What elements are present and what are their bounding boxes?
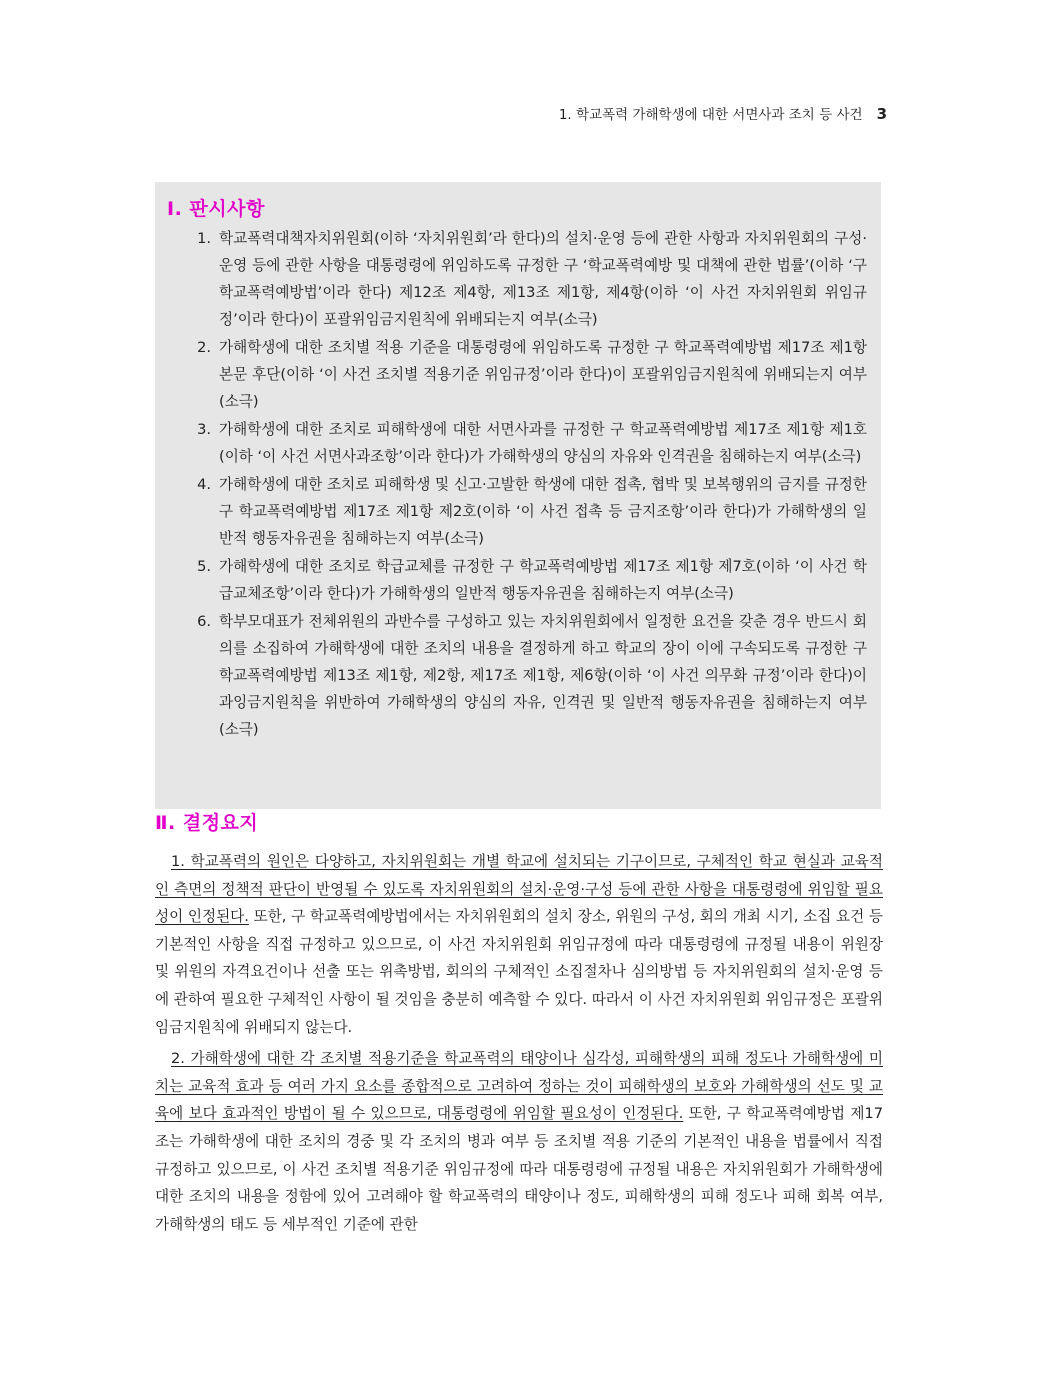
gist-underlined-text: 2. 가해학생에 대한 각 조치별 적용기준을 학교폭력의 태양이나 심각성, 피해학생의 피해 정도나 가해학생에 미치는 교육적 효과 등 여러 가지 요소를 종합적으로 고려하여 정하는 것이 피해학생의 보호와 가해학생의 선도 및 교육에 보다 효과적인 방법이 될 수 있으므로, 대통령령에 위임할 필요성이 인정된다.	[155, 1050, 883, 1123]
holding-number: 2.	[197, 339, 211, 356]
running-title: 1. 학교폭력 가해학생에 대한 서면사과 조치 등 사건	[558, 107, 863, 123]
holding-number: 5.	[197, 558, 211, 575]
holding-item	[155, 608, 867, 743]
holding-text: 가해학생에 대한 조치로 학급교체를 규정한 구 학교폭력예방법 제17조 제1항 제7호(이하 ‘이 사건 학급교체조항’이라 한다)가 가해학생의 일반적 행동자유권을 침해하는지 여부(소극)	[219, 558, 867, 602]
holding-text: 가해학생에 대한 조치로 피해학생 및 신고·고발한 학생에 대한 접촉, 협박 및 보복행위의 금지를 규정한 구 학교폭력예방법 제17조 제1항 제2호(이하 ‘이 사건 접촉 등 금지조항’이라 한다)가 가해학생의 일반적 행동자유권을 침해하는지 여부(소극)	[219, 476, 867, 547]
holding-item	[155, 225, 867, 333]
gist-paragraph	[155, 848, 883, 1041]
holding-item	[155, 553, 867, 607]
holding-item	[155, 334, 867, 415]
holding-number: 4.	[197, 476, 211, 493]
holding-text: 학부모대표가 전체위원의 과반수를 구성하고 있는 자치위원회에서 일정한 요건을 갖춘 경우 반드시 회의를 소집하여 가해학생에 대한 조치의 내용을 결정하게 하고 학교의 장이 이에 구속되도록 규정한 구 학교폭력예방법 제13조 제1항, 제2항, 제17조 제1항, 제6항(이하 ‘이 사건 의무화 규정’이라 한다)이 과잉금지원칙을 위반하여 가해학생의 양심의 자유, 인격권 및 일반적 행동자유권을 침해하는지 여부(소극)	[219, 613, 867, 738]
holdings-title: Ⅰ. 판시사항	[167, 198, 265, 220]
holding-item	[155, 471, 867, 552]
holding-text: 학교폭력대책자치위원회(이하 ‘자치위원회’라 한다)의 설치·운영 등에 관한 사항과 자치위원회의 구성·운영 등에 관한 사항을 대통령령에 위임하도록 규정한 구 ‘학교폭력예방 및 대책에 관한 법률’(이하 ‘구 학교폭력예방법’이라 한다) 제12조 제4항, 제13조 제1항, 제4항(이하 ‘이 사건 자치위원회 위임규정’이라 한다)이 포괄위임금지원칙에 위배되는지 여부(소극)	[219, 230, 867, 328]
holding-number: 6.	[197, 613, 211, 630]
holding-number: 3.	[197, 421, 211, 438]
page-number: 3	[876, 105, 887, 123]
gist-title: Ⅱ. 결정요지	[155, 812, 259, 834]
holding-item	[155, 416, 867, 470]
running-header	[559, 103, 887, 123]
gist-underlined-text: 1. 학교폭력의 원인은 다양하고, 자치위원회는 개별 학교에 설치되는 기구이므로, 구체적인 학교 현실과 교육적인 측면의 정책적 판단이 반영될 수 있도록 자치위원회의 설치·운영·구성 등에 관한 사항을 대통령령에 위임할 필요성이 인정된다.	[155, 853, 883, 926]
holdings-box	[155, 182, 881, 809]
holding-text: 가해학생에 대한 조치로 피해학생에 대한 서면사과를 규정한 구 학교폭력예방법 제17조 제1항 제1호(이하 ‘이 사건 서면사과조항’이라 한다)가 가해학생의 양심의 자유와 인격권을 침해하는지 여부(소극)	[219, 421, 867, 465]
gist-body-text: 또한, 구 학교폭력예방법에서는 자치위원회의 설치 장소, 위원의 구성, 회의 개최 시기, 소집 요건 등 기본적인 사항을 직접 규정하고 있으므로, 이 사건 자치위원회 위임규정에 따라 대통령령에 규정될 내용이 위원장 및 위원의 자격요건이나 선출 또는 위촉방법, 회의의 구체적인 소집절차나 심의방법 등 자치위원회의 설치·운영 등에 관하여 필요한 구체적인 사항이 될 것임을 충분히 예측할 수 있다. 따라서 이 사건 자치위원회 위임규정은 포괄위임금지원칙에 위배되지 않는다.	[155, 908, 883, 1036]
holding-text: 가해학생에 대한 조치별 적용 기준을 대통령령에 위임하도록 규정한 구 학교폭력예방법 제17조 제1항 본문 후단(이하 ‘이 사건 조치별 적용기준 위임규정’이라 한다)이 포괄위임금지원칙에 위배되는지 여부(소극)	[219, 339, 867, 410]
decision-gist-section	[155, 806, 883, 1238]
holding-number: 1.	[197, 230, 211, 247]
gist-body-text: 또한, 구 학교폭력예방법 제17조는 가해학생에 대한 조치의 경중 및 각 조치의 병과 여부 등 조치별 적용 기준의 기본적인 내용을 법률에서 직접 규정하고 있으므로, 이 사건 조치별 적용기준 위임규정에 따라 대통령령에 규정될 내용은 자치위원회가 가해학생에 대한 조치의 내용을 정함에 있어 고려해야 할 학교폭력의 태양이나 정도, 피해학생의 피해 정도나 피해 회복 여부, 가해학생의 태도 등 세부적인 기준에 관한	[155, 1105, 884, 1233]
gist-paragraph	[155, 1045, 883, 1238]
